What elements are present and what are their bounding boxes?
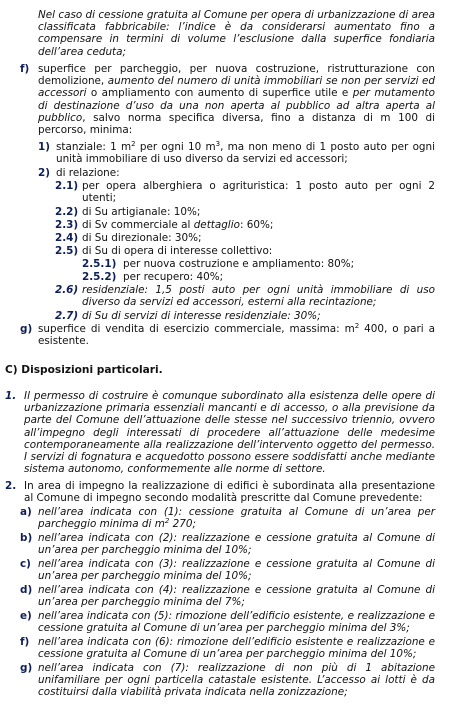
sub-item-2-1	[55, 180, 435, 204]
item-marker: 2.2)	[55, 206, 79, 218]
text-segment: di Sv commerciale al	[82, 219, 194, 231]
sub-item-2-5-1	[82, 258, 435, 270]
item-marker: 2.3)	[55, 219, 79, 231]
item-marker: f)	[20, 636, 30, 648]
section-subitem-b	[20, 532, 435, 556]
item-marker: 1.	[5, 390, 17, 402]
section-item-2	[5, 480, 435, 504]
item-marker: g)	[20, 662, 33, 674]
section-subitem-text: nell’area indicata con (2): realizzazione e cessione gratuita al Comune di un’area per parcheggio minima del 10%;	[38, 532, 435, 557]
superscript: 2	[354, 322, 360, 330]
list-item-g	[20, 323, 435, 347]
item-g-text	[38, 323, 435, 347]
sub-item-text	[56, 141, 435, 165]
item-marker: 2.4)	[55, 232, 79, 244]
item-marker: c)	[20, 558, 31, 570]
item-marker: a)	[20, 506, 32, 518]
sub-item-text: per recupero: 40%;	[123, 271, 224, 283]
sub-item-2-5-2	[82, 271, 435, 283]
text-segment: , ma non meno di 1 posto auto per ogni unità immobiliare di uso diverso da servizi ed accessori;	[56, 141, 435, 166]
text-segment: nell’area indicata con (1): cessione gratuita al Comune di un’area per parcheggio minima di m	[38, 506, 435, 531]
item-marker: 2.7)	[55, 310, 79, 322]
sub-item-text: per opera alberghiera o agrituristica: 1 posto auto per ogni 2 utenti;	[82, 180, 435, 205]
text-segment: 400, o pari a esistente.	[38, 323, 435, 348]
section-subitem-text: nell’area indicata con (7): realizzazione di non più di 1 abitazione unifamiliare per ogni particella catastale esistente. L’accesso ai lotti è da costituirsi dalla viabilità privata indicata nella zonizzazione;	[38, 662, 435, 699]
section-subitem-text	[38, 506, 435, 530]
sub-item-2	[38, 167, 435, 179]
item-marker: 1)	[38, 141, 50, 153]
sub-item-2-2	[55, 206, 435, 218]
item-marker: d)	[20, 584, 33, 596]
section-heading: C) Disposizioni particolari.	[5, 364, 163, 376]
sub-item-text	[82, 219, 435, 231]
superscript: 2	[131, 140, 136, 148]
list-item-f	[20, 63, 435, 136]
item-marker: 2.5.2)	[82, 271, 117, 283]
text-segment: stanziale: 1 m	[56, 141, 132, 153]
sub-item-text: di Su artigianale: 10%;	[82, 206, 201, 218]
sub-item-2-7	[55, 310, 435, 322]
sub-item-text: di relazione:	[56, 167, 120, 179]
sub-item-2-3	[55, 219, 435, 231]
text-segment: , salvo norma specifica diversa, fino a distanza di m 100 di percorso, minima:	[38, 111, 435, 137]
section-subitem-e	[20, 610, 435, 634]
section-item-text: Il permesso di costruire è comunque subordinato alla esistenza delle opere di urbanizzazione primaria essenziali mancanti e di accesso, o alla previsione da parte del Comune dell’attuazione delle stesse nel successivo triennio, ovvero all’impegno degli interessati di procedere all’attuazione delle medesime contemporaneamente alla realizzazione dell’intervento oggetto del permesso. I servizi di fognatura e acquedotto possono essere soddisfatti anche mediante sistema autonomo, conformemente alle norme di settore.	[24, 390, 435, 476]
text-segment: superfice di vendita di esercizio commerciale, massima: m	[38, 323, 355, 335]
intro-paragraph	[38, 9, 435, 58]
superscript: 2	[164, 517, 170, 526]
sub-item-text: di Su direzionale: 30%;	[82, 232, 202, 244]
sub-item-2-4	[55, 232, 435, 244]
section-item-text: In area di impegno la realizzazione di edifici è subordinata alla presentazione al Comune di impegno secondo modalità prescritte dal Comune prevedente:	[24, 480, 435, 505]
sub-item-1	[38, 141, 435, 165]
sub-item-2-5	[55, 245, 435, 257]
section-subitem-text: nell’area indicata con (4): realizzazione e cessione gratuita al Comune di un’area per parcheggio minima del 7%;	[38, 584, 435, 609]
text-segment: per ogni 10 m	[135, 141, 216, 153]
sub-item-2-6	[55, 284, 435, 308]
item-f-text	[38, 63, 435, 136]
text-segment: o ampliamento con aumento di superfice utile e	[86, 87, 353, 100]
text-segment: 270;	[169, 518, 196, 531]
item-marker: 2.	[5, 480, 17, 492]
text-segment-italic: aumento del numero di unità immobiliari se non per servizi ed accessori	[38, 75, 435, 100]
section-item-1	[5, 390, 435, 475]
item-marker: 2.5.1)	[82, 258, 117, 270]
item-marker: 2.5)	[55, 245, 79, 257]
sub-item-text: di Su di servizi di interesse residenziale: 30%;	[82, 310, 321, 322]
section-subitem-a	[20, 506, 435, 530]
section-subitem-text: nell’area indicata con (3): realizzazione e cessione gratuita al Comune di un’area per parcheggio minima del 10%;	[38, 558, 435, 583]
text-segment: : 60%;	[239, 219, 274, 231]
section-subitem-d	[20, 584, 435, 608]
section-subitem-g	[20, 662, 435, 699]
item-marker: e)	[20, 610, 32, 622]
text-segment-italic: per mutamento di destinazione d’uso da una non aperta al pubblico ad altra aperta al pubblico	[38, 87, 435, 124]
text-segment-italic: dettaglio	[193, 219, 240, 231]
sub-item-text: di Su di opera di interesse collettivo:	[82, 245, 273, 257]
section-subitem-c	[20, 558, 435, 582]
sub-item-text: residenziale: 1,5 posti auto per ogni unità immobiliare di uso diverso da servizi ed accessori, esterni alla recintazione;	[82, 284, 435, 309]
item-marker: 2.1)	[55, 180, 79, 192]
text-segment: superfice per parcheggio, per nuova costruzione, ristrutturazione con demolizione,	[38, 63, 435, 88]
intro-text: Nel caso di cessione gratuita al Comune per opera di urbanizzazione di area classificata fabbricabile: l’indice è da considerarsi aumentato fino a compensare in termini di volume l’esclusione dalla superfice fondiaria dell’area ceduta;	[38, 9, 435, 58]
section-subitem-f	[20, 636, 435, 660]
item-marker: g)	[20, 323, 33, 335]
section-subitem-text: nell’area indicata con (6): rimozione dell’edificio esistente e realizzazione e cessione gratuita al Comune di un’area per parcheggio minima del 10%;	[38, 636, 435, 661]
superscript: 3	[215, 140, 221, 148]
section-subitem-text: nell’area indicata con (5): rimozione dell’edificio esistente, e realizzazione e cessione gratuita al Comune di un’area per parcheggio minima del 3%;	[38, 610, 435, 635]
sub-item-text: per nuova costruzione e ampliamento: 80%;	[123, 258, 355, 270]
item-marker: b)	[20, 532, 33, 544]
item-marker: 2.6)	[55, 284, 79, 296]
item-marker: f)	[20, 63, 30, 75]
item-marker: 2)	[38, 167, 50, 179]
